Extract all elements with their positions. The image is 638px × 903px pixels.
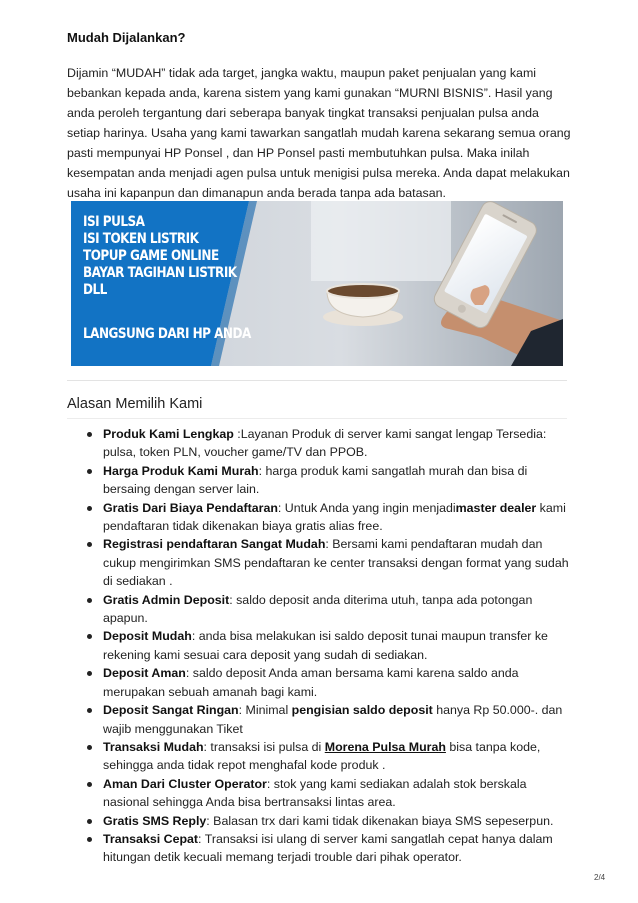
reason-text: : saldo deposit anda diterima utuh, tanpa ada potongan apapun. bbox=[103, 592, 533, 626]
reason-title: Gratis Admin Deposit bbox=[103, 592, 230, 607]
reason-text: : transaksi isi pulsa di bbox=[203, 739, 325, 754]
reason-title: Registrasi pendaftaran Sangat Mudah bbox=[103, 537, 326, 552]
reason-text: : Transaksi isi ulang di server kami sangatlah cepat hanya dalam hitungan detik kecuali memang terjadi trouble dari pihak operator. bbox=[103, 831, 553, 865]
banner-line: BAYAR TAGIHAN LISTRIK bbox=[83, 265, 237, 281]
list-item bbox=[78, 701, 573, 738]
banner-line: ISI TOKEN LISTRIK bbox=[83, 231, 199, 247]
reason-title: Deposit Mudah bbox=[103, 629, 192, 644]
list-item bbox=[78, 775, 573, 812]
reason-text: hanya Rp 50.000-. dan wajib menggunakan Tiket bbox=[103, 703, 563, 736]
banner-tagline: LANGSUNG DARI HP ANDA bbox=[83, 326, 251, 342]
reason-title: Gratis Dari Biaya Pendaftaran bbox=[103, 500, 278, 515]
reason-title: Gratis SMS Reply bbox=[103, 813, 207, 828]
reason-text: : saldo deposit Anda aman bersama kami karena saldo anda merupakan sebuah amanah bagi kami. bbox=[103, 666, 519, 699]
reasons-list bbox=[78, 425, 573, 867]
list-item bbox=[78, 664, 573, 701]
reason-text: : Minimal bbox=[238, 703, 292, 718]
list-item bbox=[78, 830, 573, 867]
page-number: 2/4 bbox=[594, 873, 606, 882]
heading-mudah-dijalankan: Mudah Dijalankan? bbox=[67, 30, 186, 45]
bullet-icon bbox=[87, 598, 92, 603]
list-item bbox=[78, 738, 573, 775]
reason-title: Transaksi Cepat bbox=[103, 831, 199, 846]
reason-emphasis: pengisian saldo deposit bbox=[291, 703, 433, 718]
banner-line: TOPUP GAME ONLINE bbox=[83, 248, 219, 264]
reason-title: Transaksi Mudah bbox=[103, 739, 204, 754]
reason-text: : anda bisa melakukan isi saldo deposit tunai maupun transfer ke rekening kami sesuai cara deposit yang sudah di sediakan. bbox=[103, 629, 548, 662]
reason-title: Produk Kami Lengkap bbox=[103, 427, 234, 441]
banner-line: ISI PULSA bbox=[83, 214, 145, 230]
reason-text: : Untuk Anda yang ingin menjadi bbox=[277, 500, 456, 515]
bullet-icon bbox=[87, 671, 92, 676]
reason-text: bisa tanpa kode, sehingga anda tidak repot menghafal kode produk . bbox=[103, 739, 541, 773]
section-divider bbox=[67, 380, 567, 381]
banner-service-list bbox=[83, 214, 237, 299]
reason-text: : stok yang kami sediakan adalah stok berskala nasional sehingga Anda bisa bertransaksi lintas area. bbox=[103, 776, 527, 810]
morena-pulsa-murah-link[interactable]: Morena Pulsa Murah bbox=[324, 739, 446, 754]
reason-text: : Bersami kami pendaftaran mudah dan cukup mengirimkan SMS pendaftaran ke center transaksi dengan format yang sudah di sediakan . bbox=[103, 537, 569, 589]
reason-title: Deposit Aman bbox=[103, 666, 186, 681]
reason-emphasis: master dealer bbox=[455, 500, 537, 515]
list-item bbox=[78, 591, 573, 628]
bullet-icon bbox=[87, 708, 92, 713]
list-item bbox=[78, 627, 573, 664]
section-title: Alasan Memilih Kami bbox=[67, 396, 203, 412]
list-item bbox=[78, 812, 573, 830]
list-item bbox=[78, 499, 573, 536]
reason-text: : Balasan trx dari kami tidak dikenakan biaya SMS sepeserpun. bbox=[206, 813, 554, 828]
reason-text: : harga produk kami sangatlah murah dan bisa di bersaing dengan server lain. bbox=[103, 463, 528, 497]
list-item bbox=[78, 425, 573, 462]
bullet-icon bbox=[87, 542, 92, 547]
section-underline bbox=[67, 418, 567, 419]
bullet-icon bbox=[87, 782, 92, 787]
promo-banner-image bbox=[71, 201, 563, 366]
banner-line: DLL bbox=[83, 282, 107, 298]
bullet-icon bbox=[87, 837, 92, 842]
bullet-icon bbox=[87, 819, 92, 824]
list-item bbox=[78, 535, 573, 590]
bullet-icon bbox=[87, 506, 92, 511]
reason-text: :Layanan Produk di server kami sangat lengap Tersedia: pulsa, token PLN, voucher game/TV dan PPOB. bbox=[103, 427, 547, 460]
reason-title: Aman Dari Cluster Operator bbox=[103, 776, 267, 791]
list-item bbox=[78, 462, 573, 499]
reason-title: Harga Produk Kami Murah bbox=[103, 463, 259, 478]
reason-text: kami pendaftaran tidak dikenakan biaya gratis alias free. bbox=[103, 500, 566, 534]
bullet-icon bbox=[87, 432, 92, 437]
bullet-icon bbox=[87, 745, 92, 750]
bullet-icon bbox=[87, 634, 92, 639]
intro-paragraph: Dijamin “MUDAH” tidak ada target, jangka waktu, maupun paket penjualan yang kami bebankan kepada anda, karena sistem yang kami gunakan “MURNI BISNIS”. Hasil yang anda peroleh tergantung dari seberapa banyak tingkat transaksi penjualan pulsa anda setiap harinya. Usaha yang kami tawarkan sangatlah mudah karena sekarang semua orang pasti mempunyai HP Ponsel , dan HP Ponsel pasti membutuhkan pulsa. Maka inilah kesempatan anda menjadi agen pulsa untuk menigisi pulsa mereka. Anda dapat melakukan usaha ini kapanpun dan dimanapun anda berada tanpa ada batasan. bbox=[67, 66, 571, 200]
bullet-icon bbox=[87, 469, 92, 474]
reason-title: Deposit Sangat Ringan bbox=[103, 703, 239, 718]
